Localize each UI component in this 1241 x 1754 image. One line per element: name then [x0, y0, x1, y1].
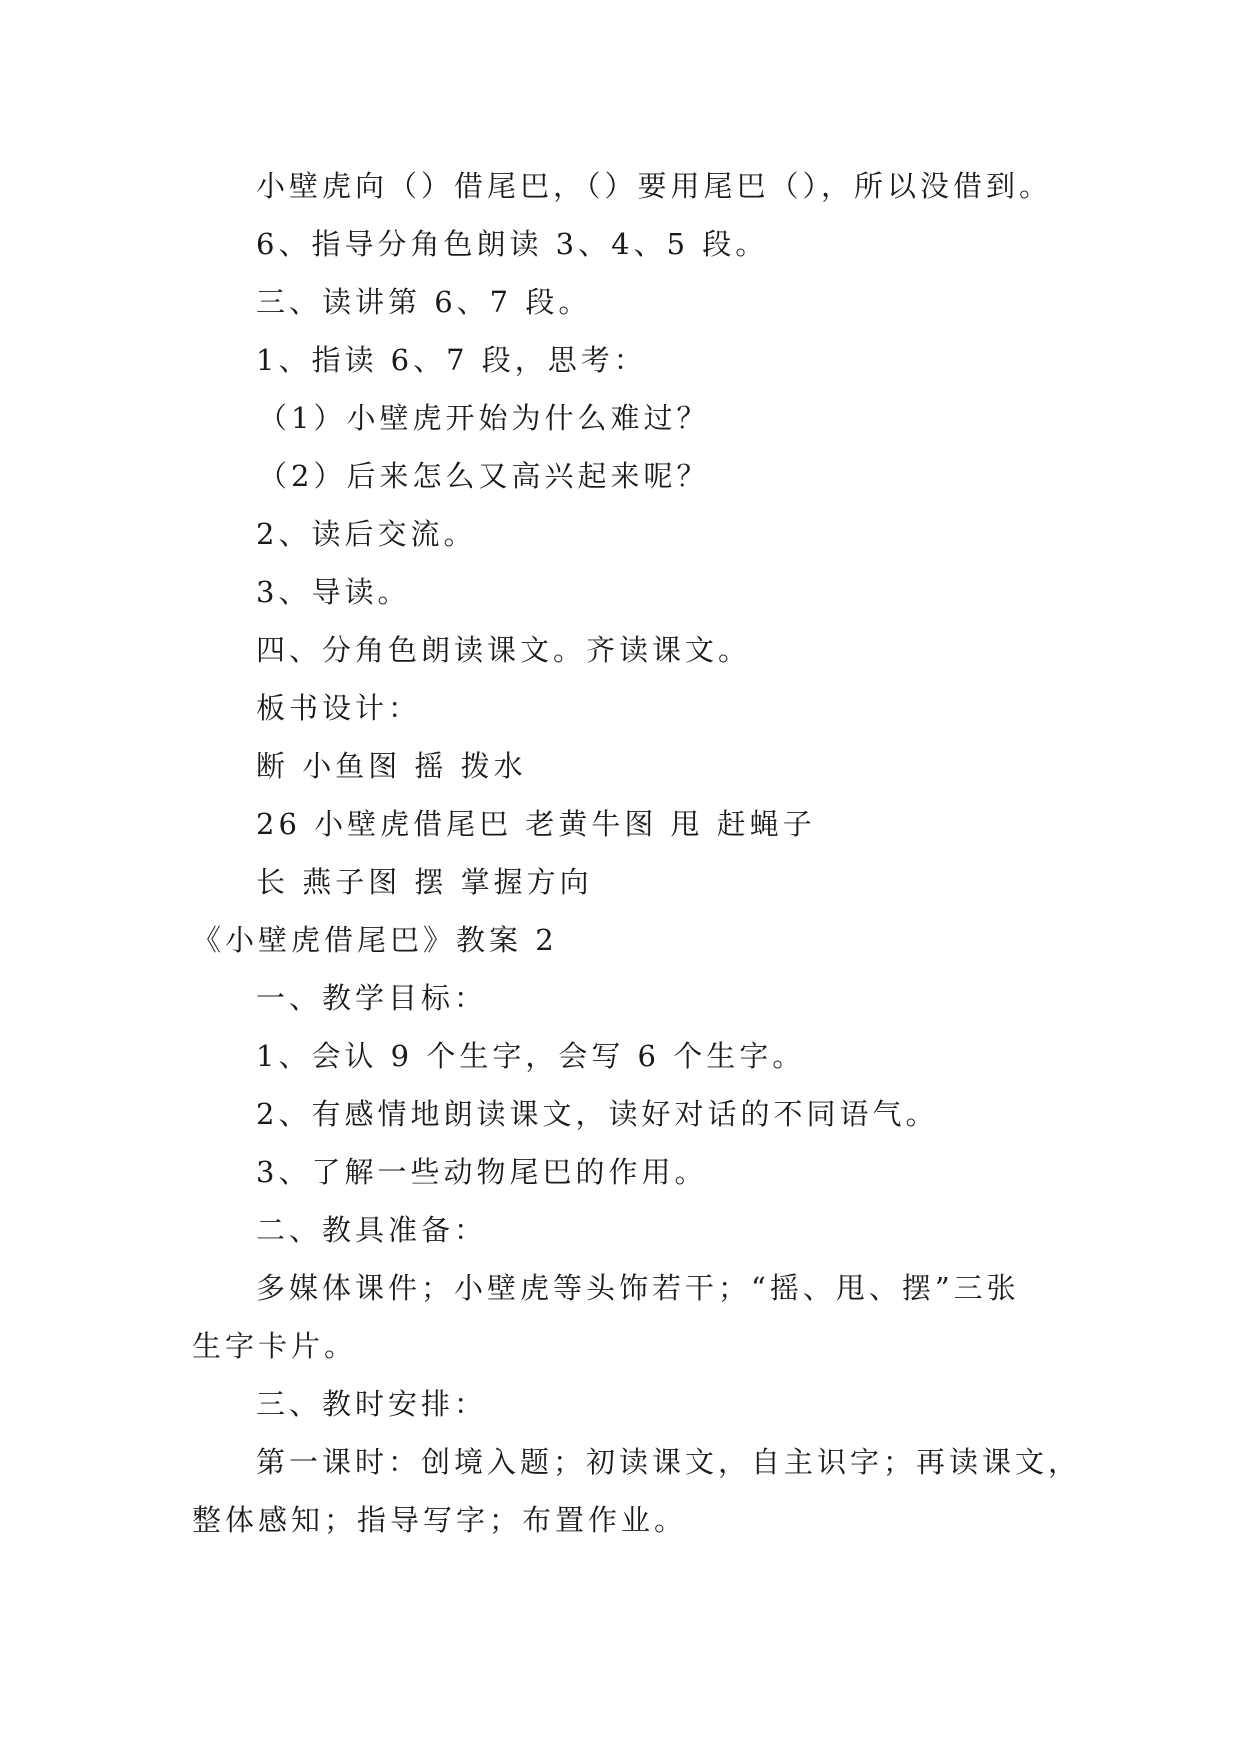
text-line: 多媒体课件；小壁虎等头饰若干；“摇、甩、摆”三张	[256, 1271, 1020, 1305]
text-line: 1、会认 9 个生字，会写 6 个生字。	[256, 1039, 806, 1073]
text-line: 3、了解一些动物尾巴的作用。	[256, 1155, 708, 1189]
text-line-continuation: 生字卡片。	[192, 1329, 358, 1363]
board-design-line: 断 小鱼图 摇 拨水	[256, 749, 527, 783]
lesson-plan-title: 《小壁虎借尾巴》教案 2	[192, 923, 558, 957]
text-line: 2、读后交流。	[256, 517, 477, 551]
text-line: 1、指读 6、7 段，思考：	[256, 343, 647, 377]
text-line: 第一课时：创境入题；初读课文，自主识字；再读课文，	[256, 1445, 1082, 1479]
text-line: 小壁虎向（）借尾巴，（）要用尾巴（），所以没借到。	[256, 169, 1053, 203]
text-line: 2、有感情地朗读课文，读好对话的不同语气。	[256, 1097, 939, 1131]
section-heading: 二、教具准备：	[256, 1213, 488, 1247]
text-line-continuation: 整体感知；指导写字；布置作业。	[192, 1503, 688, 1537]
text-line: 6、指导分角色朗读 3、4、5 段。	[256, 227, 769, 261]
question-line: （2）后来怎么又高兴起来呢？	[258, 459, 710, 493]
board-design-line: 26 小壁虎借尾巴 老黄牛图 甩 赶蝇子	[256, 807, 816, 841]
text-line: 3、导读。	[256, 575, 411, 609]
board-design-heading: 板书设计：	[256, 691, 422, 725]
section-heading: 一、教学目标：	[256, 981, 488, 1015]
section-heading: 三、读讲第 6、7 段。	[256, 285, 592, 319]
section-heading: 三、教时安排：	[256, 1387, 488, 1421]
board-design-line: 长 燕子图 摆 掌握方向	[256, 865, 593, 899]
question-line: （1）小壁虎开始为什么难过？	[258, 401, 710, 435]
section-heading: 四、分角色朗读课文。齐读课文。	[256, 633, 752, 667]
